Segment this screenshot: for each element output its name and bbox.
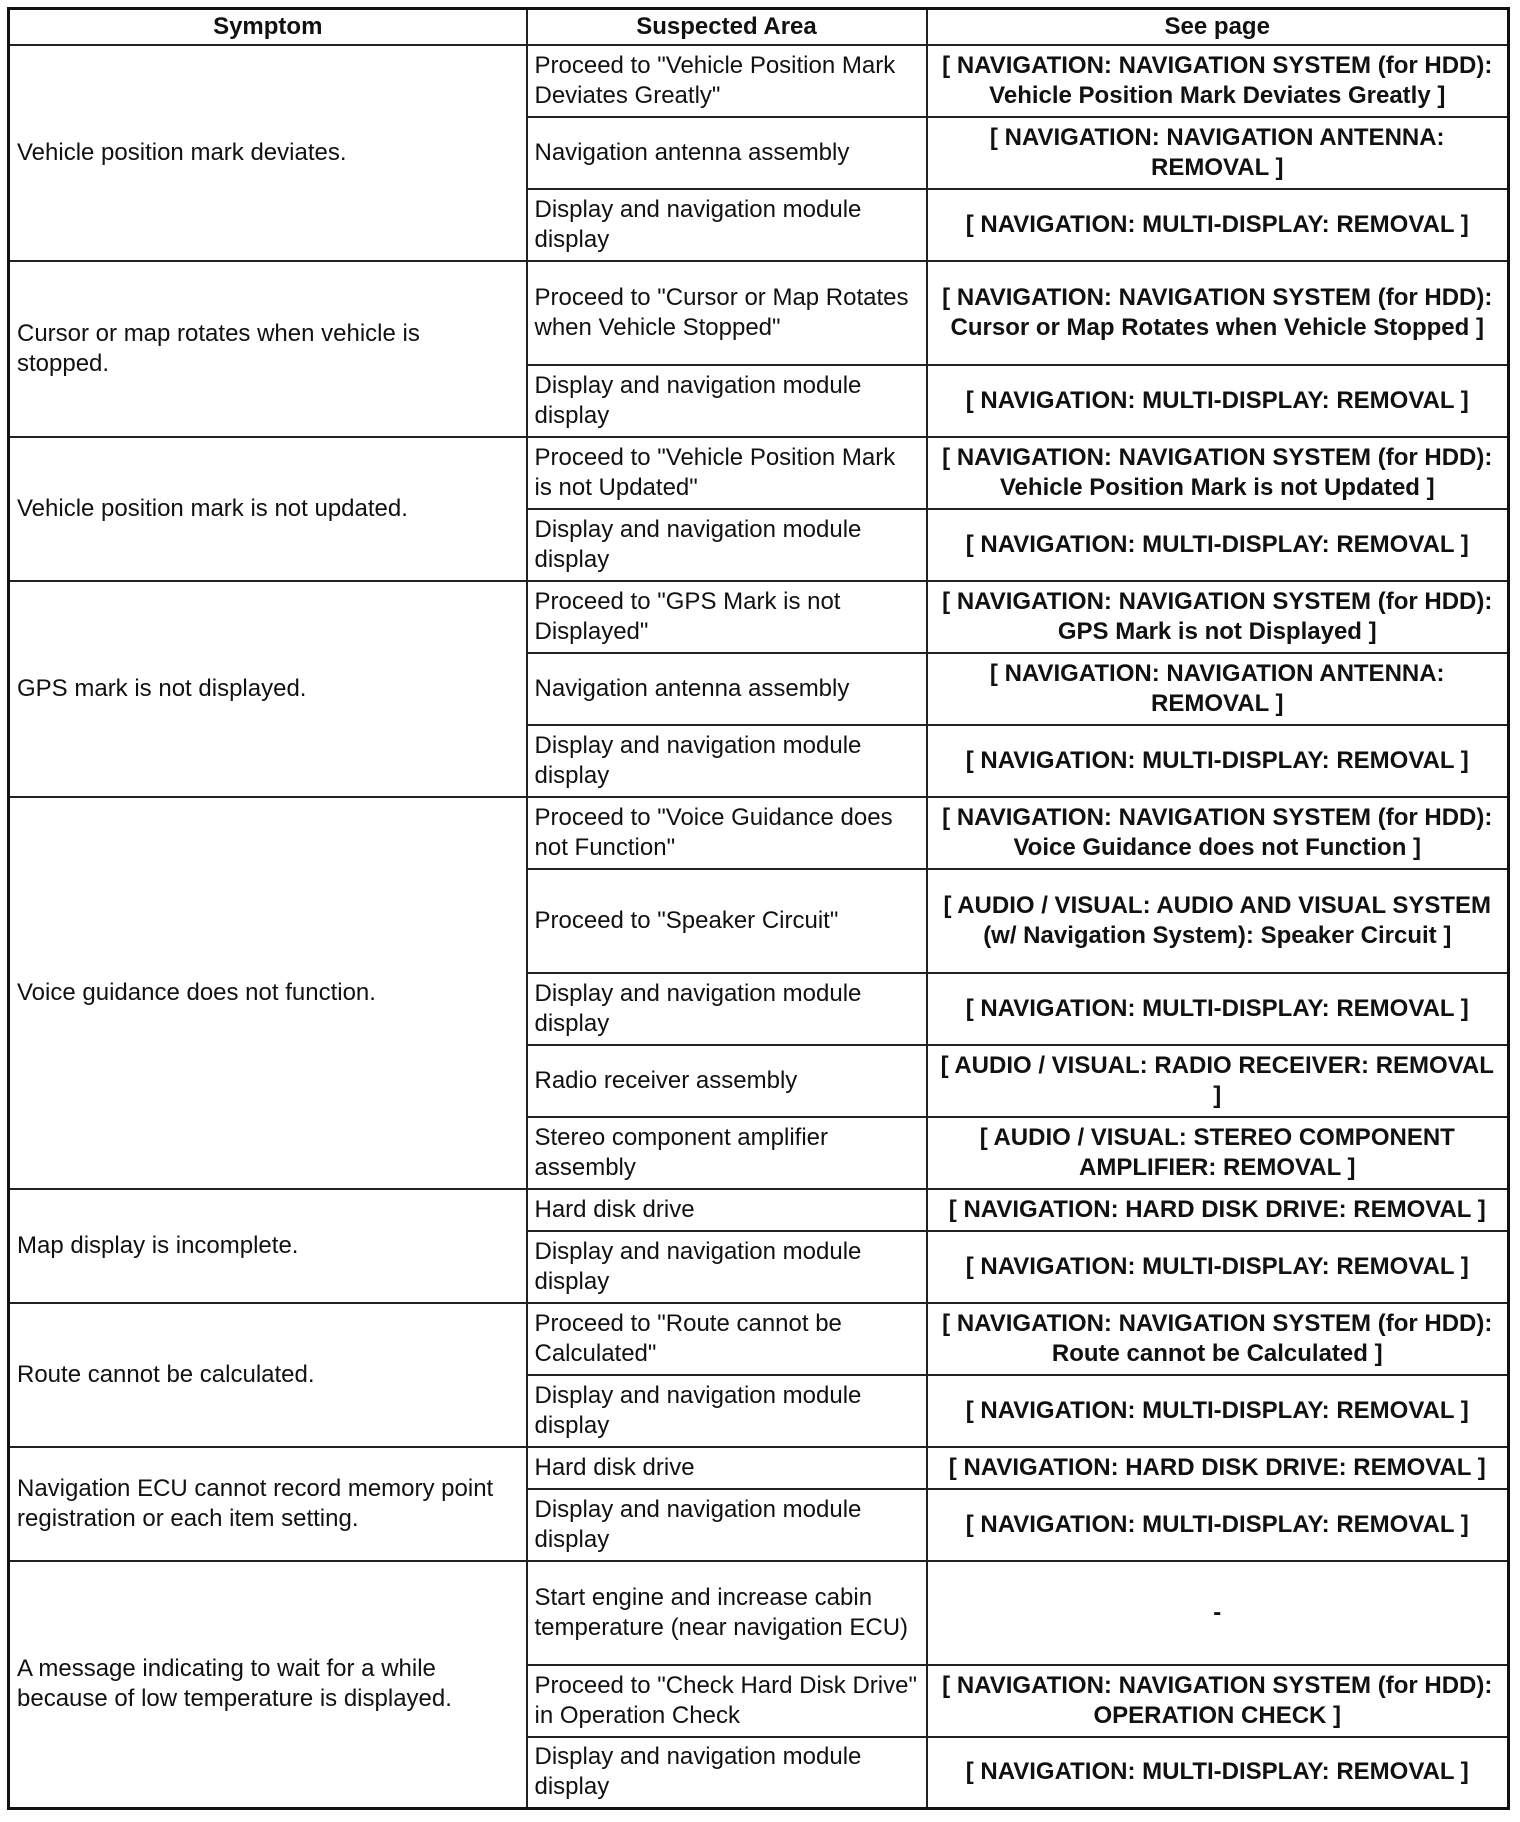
header-see-page: See page [927,9,1509,45]
suspected-area-cell: Proceed to "Route cannot be Calculated" [527,1303,927,1375]
suspected-area-cell: Display and navigation module display [527,189,927,261]
symptom-cell: A message indicating to wait for a while because of low temperature is displayed. [9,1561,527,1809]
suspected-area-cell: Stereo component amplifier assembly [527,1117,927,1189]
see-page-link[interactable]: [ NAVIGATION: MULTI-DISPLAY: REMOVAL ] [927,1375,1509,1447]
see-page-link[interactable]: [ AUDIO / VISUAL: AUDIO AND VISUAL SYSTEM (w/ Navigation System): Speaker Circuit ] [927,869,1509,973]
see-page-link[interactable]: [ NAVIGATION: MULTI-DISPLAY: REMOVAL ] [927,189,1509,261]
see-page-link[interactable]: [ NAVIGATION: NAVIGATION SYSTEM (for HDD): Voice Guidance does not Function ] [927,797,1509,869]
problem-symptoms-table [7,7,1510,1810]
symptom-cell: Map display is incomplete. [9,1189,527,1303]
table-row [9,581,1509,653]
symptom-cell: Navigation ECU cannot record memory point registration or each item setting. [9,1447,527,1561]
see-page-link[interactable]: [ NAVIGATION: MULTI-DISPLAY: REMOVAL ] [927,973,1509,1045]
troubleshooting-table-container [7,7,1510,1810]
see-page-link[interactable]: [ NAVIGATION: HARD DISK DRIVE: REMOVAL ] [927,1447,1509,1489]
suspected-area-cell: Proceed to "Speaker Circuit" [527,869,927,973]
suspected-area-cell: Display and navigation module display [527,365,927,437]
see-page-link[interactable]: [ NAVIGATION: MULTI-DISPLAY: REMOVAL ] [927,365,1509,437]
see-page-link[interactable]: [ AUDIO / VISUAL: RADIO RECEIVER: REMOVAL ] [927,1045,1509,1117]
see-page-link[interactable]: [ NAVIGATION: MULTI-DISPLAY: REMOVAL ] [927,725,1509,797]
see-page-link[interactable]: [ NAVIGATION: NAVIGATION SYSTEM (for HDD): Vehicle Position Mark Deviates Greatly ] [927,45,1509,117]
see-page-link[interactable]: [ NAVIGATION: NAVIGATION ANTENNA: REMOVAL ] [927,653,1509,725]
see-page-link[interactable]: [ NAVIGATION: MULTI-DISPLAY: REMOVAL ] [927,1489,1509,1561]
header-symptom: Symptom [9,9,527,45]
suspected-area-cell: Display and navigation module display [527,1231,927,1303]
suspected-area-cell: Display and navigation module display [527,1737,927,1809]
table-row [9,437,1509,509]
see-page-link[interactable]: [ NAVIGATION: NAVIGATION SYSTEM (for HDD): OPERATION CHECK ] [927,1665,1509,1737]
table-row [9,1189,1509,1231]
suspected-area-cell: Proceed to "Check Hard Disk Drive" in Operation Check [527,1665,927,1737]
symptom-cell: Voice guidance does not function. [9,797,527,1189]
suspected-area-cell: Start engine and increase cabin temperature (near navigation ECU) [527,1561,927,1665]
suspected-area-cell: Proceed to "GPS Mark is not Displayed" [527,581,927,653]
suspected-area-cell: Display and navigation module display [527,1489,927,1561]
symptom-cell: GPS mark is not displayed. [9,581,527,797]
header-row [9,9,1509,45]
suspected-area-cell: Navigation antenna assembly [527,653,927,725]
table-body [9,45,1509,1809]
suspected-area-cell: Proceed to "Voice Guidance does not Function" [527,797,927,869]
suspected-area-cell: Proceed to "Vehicle Position Mark Deviates Greatly" [527,45,927,117]
table-row [9,797,1509,869]
see-page-link[interactable]: [ NAVIGATION: MULTI-DISPLAY: REMOVAL ] [927,1231,1509,1303]
symptom-cell: Cursor or map rotates when vehicle is stopped. [9,261,527,437]
table-row [9,1303,1509,1375]
suspected-area-cell: Navigation antenna assembly [527,117,927,189]
see-page-link[interactable]: [ NAVIGATION: NAVIGATION SYSTEM (for HDD): Cursor or Map Rotates when Vehicle Stopped ] [927,261,1509,365]
suspected-area-cell: Display and navigation module display [527,509,927,581]
see-page-link[interactable]: [ NAVIGATION: NAVIGATION ANTENNA: REMOVAL ] [927,117,1509,189]
see-page-link[interactable]: [ NAVIGATION: MULTI-DISPLAY: REMOVAL ] [927,509,1509,581]
suspected-area-cell: Display and navigation module display [527,973,927,1045]
suspected-area-cell: Proceed to "Cursor or Map Rotates when Vehicle Stopped" [527,261,927,365]
see-page-link: - [927,1561,1509,1665]
suspected-area-cell: Hard disk drive [527,1447,927,1489]
see-page-link[interactable]: [ NAVIGATION: NAVIGATION SYSTEM (for HDD): Vehicle Position Mark is not Updated ] [927,437,1509,509]
see-page-link[interactable]: [ NAVIGATION: HARD DISK DRIVE: REMOVAL ] [927,1189,1509,1231]
table-row [9,1447,1509,1489]
header-suspected-area: Suspected Area [527,9,927,45]
table-row [9,1561,1509,1665]
suspected-area-cell: Hard disk drive [527,1189,927,1231]
symptom-cell: Vehicle position mark deviates. [9,45,527,261]
see-page-link[interactable]: [ AUDIO / VISUAL: STEREO COMPONENT AMPLIFIER: REMOVAL ] [927,1117,1509,1189]
suspected-area-cell: Display and navigation module display [527,1375,927,1447]
see-page-link[interactable]: [ NAVIGATION: MULTI-DISPLAY: REMOVAL ] [927,1737,1509,1809]
symptom-cell: Vehicle position mark is not updated. [9,437,527,581]
table-row [9,261,1509,365]
table-row [9,45,1509,117]
suspected-area-cell: Display and navigation module display [527,725,927,797]
suspected-area-cell: Radio receiver assembly [527,1045,927,1117]
see-page-link[interactable]: [ NAVIGATION: NAVIGATION SYSTEM (for HDD): Route cannot be Calculated ] [927,1303,1509,1375]
suspected-area-cell: Proceed to "Vehicle Position Mark is not Updated" [527,437,927,509]
see-page-link[interactable]: [ NAVIGATION: NAVIGATION SYSTEM (for HDD): GPS Mark is not Displayed ] [927,581,1509,653]
symptom-cell: Route cannot be calculated. [9,1303,527,1447]
